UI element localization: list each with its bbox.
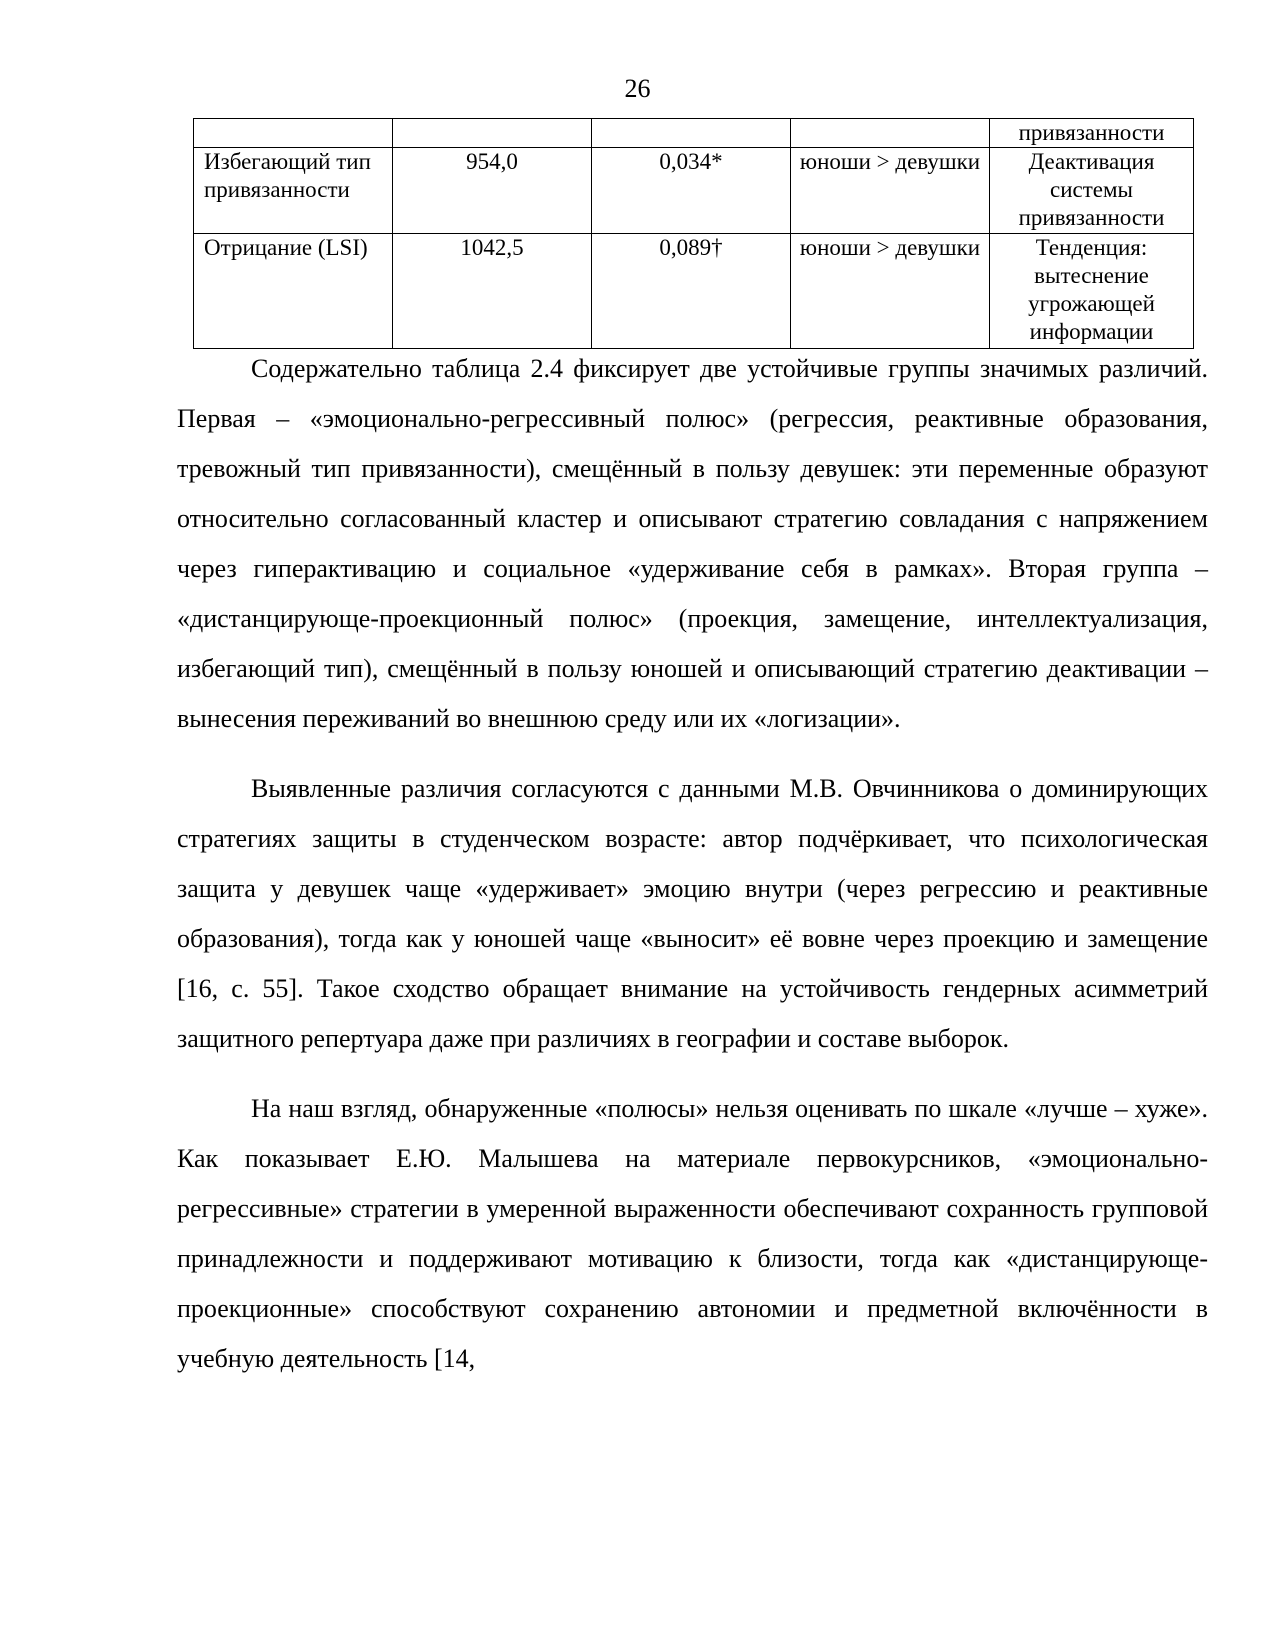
paragraph: Выявленные различия согласуются с данными М.В. Овчинникова о доминирующих стратегиях защиты в студенческом возрасте: автор подчёркивает, что психологическая защита у девушек чаще «удерживает» эмоцию внутри (через регрессию и реактивные образования), тогда как у юношей чаще «выносит» её вовне через проекцию и замещение [16, с. 55]. Такое сходство обращает внимание на устойчивость гендерных асимметрий защитного репертуара даже при различиях в географии и составе выборок. (177, 774, 1208, 1053)
table-cell: 1042,5 (393, 234, 592, 349)
paragraph: Содержательно таблица 2.4 фиксирует две устойчивые группы значимых различий. Первая – «эмоционально-регрессивный полюс» (регрессия, реактивные образования, тревожный тип привязанности), смещённый в пользу девушек: эти переменные образуют относительно согласованный кластер и описывают стратегию совладания с напряжением через гиперактивацию и социальное «удерживание себя в рамках». Вторая группа – «дистанцирующе-проекционный полюс» (проекция, замещение, интеллектуализация, избегающий тип), смещённый в пользу юношей и описывающий стратегию деактивации – вынесения переживаний во внешнюю среду или их «логизации». (177, 354, 1208, 733)
table-cell: 954,0 (393, 148, 592, 234)
table-cell: Отрицание (LSI) (194, 234, 393, 349)
table-row (194, 119, 1194, 148)
table-cell: Тенденция: вытеснение угрожающей информации (990, 234, 1194, 349)
table-cell (393, 119, 592, 148)
table-row (194, 148, 1194, 234)
table-cell (791, 119, 990, 148)
table-cell: юноши > девушки (791, 148, 990, 234)
table-cell: Избегающий тип привязанности (194, 148, 393, 234)
table-cell: юноши > девушки (791, 234, 990, 349)
results-table (193, 118, 1194, 349)
table-cell: 0,034* (592, 148, 791, 234)
table-cell: 0,089† (592, 234, 791, 349)
page-number: 26 (624, 74, 651, 103)
body-text (177, 344, 1208, 1404)
table-cell (592, 119, 791, 148)
table-row (194, 234, 1194, 349)
table-cell: Деактивация системы привязанности (990, 148, 1194, 234)
paragraph: На наш взгляд, обнаруженные «полюсы» нельзя оценивать по шкале «лучше – хуже». Как показывает Е.Ю. Малышева на материале первокурсников, «эмоционально-регрессивные» стратегии в умеренной выраженности обеспечивают сохранность групповой принадлежности и поддерживают мотивацию к близости, тогда как «дистанцирующе-проекционные» способствуют сохранению автономии и предметной включённости в учебную деятельность [14, (177, 1094, 1208, 1373)
table-cell (194, 119, 393, 148)
table-cell: привязанности (990, 119, 1194, 148)
